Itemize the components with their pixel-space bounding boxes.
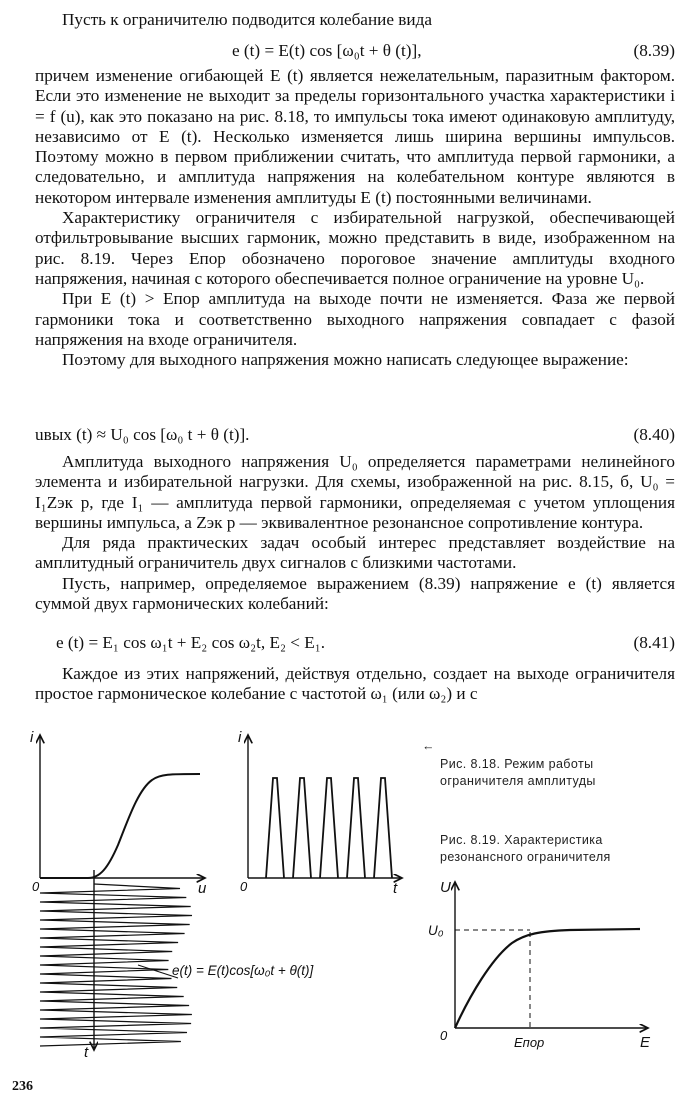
paragraph-4: Поэтому для выходного напряжения можно написать следующее выражение: xyxy=(62,350,629,370)
current-pulse xyxy=(320,778,338,878)
paragraph-1: причем изменение огибающей E (t) является нежелательным, паразитным фактором. Если это изменение не выходит за пределы горизонтального участка характеристики i = f (u), как это показано на рис. 8.18, то импульсы тока имеют одинаковую амплитуду, независимо от E (t). Несколько изменяется лишь ширина вершины импульсов. Поэтому можно в первом приближении считать, что амплитуда первой гармоники, а следовательно, и амплитуда напряжения на колебательном контуре являются в некотором интервале изменения амплитуды E (t) постоянными величинами. xyxy=(35,66,675,207)
limiter-curve xyxy=(455,929,640,1028)
page-number: 236 xyxy=(12,1079,33,1094)
intro-line: Пусть к ограничителю подводится колебание вида xyxy=(62,10,432,29)
pulse-train xyxy=(266,778,392,878)
paragraph-8: Каждое из этих напряжений, действуя отдельно, создает на выходе ограничителя простое гармоническое колебание с частотой ω₁ (или ω₂) и с xyxy=(35,664,675,704)
current-pulse xyxy=(293,778,311,878)
paragraph-3: При E (t) > Eпор амплитуда на выходе почти не изменяется. Фаза же первой гармоники тока и соответственно выходного напряжения совпадает с фазой напряжения на входе ограничителя. xyxy=(35,289,675,349)
caption-fig-8-19: Рис. 8.19. Характеристика резонансного ограничителя xyxy=(440,833,611,864)
mid-origin-label: 0 xyxy=(240,879,248,894)
current-pulse xyxy=(347,778,365,878)
transfer-curve xyxy=(40,774,200,878)
right-U0-label: U₀ xyxy=(428,923,444,938)
paragraph-7: Пусть, например, определяемое выражением (8.39) напряжение e (t) является суммой двух гармонических колебаний: xyxy=(35,573,675,614)
caption-arrow: ← xyxy=(422,739,435,753)
caption-fig-8-18: Рис. 8.18. Режим работы ограничителя амплитуды xyxy=(440,757,596,788)
paragraph-2: Характеристику ограничителя с избирательной нагрузкой, обеспечивающей отфильтровывание высших гармоник, можно представить в виде, изображенном на рис. 8.19. Через Eпор обозначено пороговое значение амплитуды входного напряжения, начиная с которого обеспечивается полное ограничение на уровне U₀. xyxy=(35,208,675,288)
mid-i-label: i xyxy=(238,729,242,746)
left-t-label: t xyxy=(84,1044,89,1061)
left-i-label: i xyxy=(30,729,34,746)
mid-t-label: t xyxy=(393,880,398,897)
paragraph-6: Для ряда практических задач особый интерес представляет воздействие на амплитудный ограничитель двух сигналов с близкими частотами. xyxy=(35,533,675,573)
equation-8-41: e (t) = E₁ cos ω₁t + E₂ cos ω₂t, E₂ < E₁. xyxy=(56,633,326,652)
equation-8-40: uвых (t) ≈ U₀ cos [ω₀ t + θ (t)]. xyxy=(35,425,250,444)
figure-8-18-pulses xyxy=(238,729,402,897)
oscillation-trace xyxy=(40,884,192,1046)
equation-number-8-40: (8.40) xyxy=(633,425,675,444)
equation-8-39: e (t) = E(t) cos [ω₀t + θ (t)], xyxy=(232,41,422,60)
left-u-label: u xyxy=(198,880,207,897)
current-pulse xyxy=(374,778,392,878)
signal-zigzag xyxy=(40,884,192,1046)
equation-number-8-39: (8.39) xyxy=(633,41,675,60)
figure-8-18-characteristic xyxy=(30,729,207,897)
signal-formula-label: e(t) = E(t)cos[ω₀t + θ(t)] xyxy=(172,963,314,978)
right-Epor-label: Eпор xyxy=(514,1035,545,1050)
right-E-label: E xyxy=(640,1034,651,1051)
input-signal-plot xyxy=(40,870,315,1061)
right-origin-label: 0 xyxy=(440,1028,448,1043)
current-pulse xyxy=(266,778,284,878)
equation-number-8-41: (8.41) xyxy=(633,633,675,652)
left-origin-label: 0 xyxy=(32,879,40,894)
figure-8-19-characteristic xyxy=(428,879,651,1051)
right-U-label: U xyxy=(440,879,451,896)
paragraph-5: Амплитуда выходного напряжения U₀ определяется параметрами нелинейного элемента и избирательной нагрузки. Для схемы, изображенной на рис. 8.15, б, U₀ = I₁Zэк р, где I₁ — амплитуда первой гармоники, определяемая с учетом уплощения вершины импульса, а Zэк р — эквивалентное резонансное сопротивление контура. xyxy=(35,452,675,532)
